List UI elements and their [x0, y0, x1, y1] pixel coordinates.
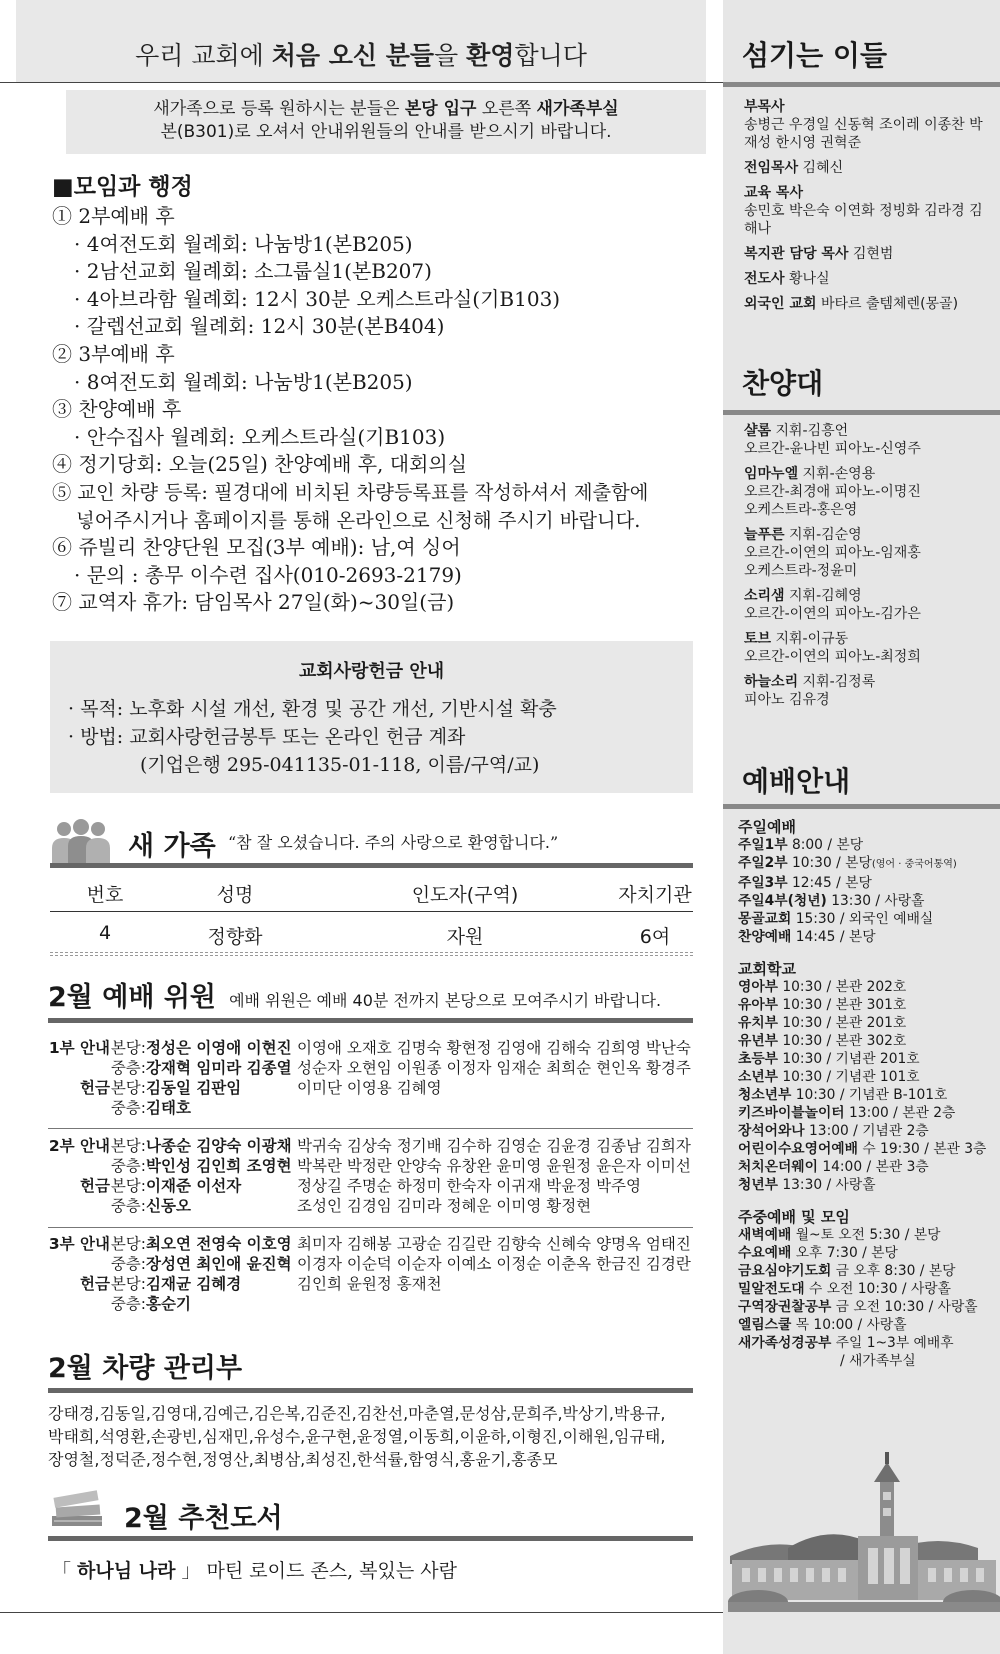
col-group: 자치기관 [618, 884, 692, 906]
section-bar [48, 1018, 693, 1023]
offering-method: · 방법: 교회사랑헌금봉투 또는 온라인 헌금 계좌 [68, 726, 466, 748]
service2-members [48, 1136, 693, 1216]
schedule-item: 수요예배 오후 7:30 / 본당 [738, 1245, 898, 1261]
schedule-item: 장석어와나 13:00 / 기념관 2층 [738, 1123, 929, 1139]
meeting-line: · 4여전도회 월례회: 나눔방1(본B205) [74, 231, 413, 256]
meeting-line: · 문의 : 총무 이수련 집사(010-2693-2179) [74, 562, 462, 587]
member-row: 헌금본당:김동일 김판임 이미단 이영용 김혜영 [80, 1079, 442, 1097]
worship-members-header [48, 975, 693, 1014]
welcome-note: 새가족으로 등록 원하시는 분들은 본당 입구 오른쪽 새가족부실 본(B301)로 오셔서 안내위원들의 안내를 받으시기 바랍니다. [66, 90, 706, 154]
offering-account: (기업은행 295-041135-01-118, 이름/구역/교) [140, 754, 540, 776]
car-line: 장영철,정덕준,정수현,정영산,최병삼,최성진,한석률,함영식,홍윤기,홍종모 [48, 1450, 558, 1469]
people-icon [50, 818, 112, 864]
member-row: 중층:장성연 최인애 윤진혁 이경자 이순덕 이순자 이예소 이정순 이춘옥 한금진 김경란 [110, 1255, 691, 1273]
server-item: 전도사 황나실 [744, 271, 830, 287]
schedule-item: 주일4부(청년) 13:30 / 사랑홀 [738, 893, 925, 909]
col-guide: 인도자(구역) [411, 884, 519, 906]
member-row: 중층:박인성 김인희 조영현 박복란 박정란 안양숙 유창완 윤미영 윤원정 윤은자 이미선 [110, 1157, 691, 1175]
member-row: 중층:김태호 [110, 1099, 191, 1117]
schedule-item-continued: / 새가족부실 [840, 1353, 916, 1369]
section-bar [723, 82, 1000, 87]
schedule-item: 엘림스쿨 목 10:00 / 사랑홀 [738, 1317, 907, 1333]
offering-box [50, 641, 693, 793]
choir-list [744, 422, 994, 716]
meeting-line: · 4아브라함 월례회: 12시 30분 오케스트라실(기B103) [74, 286, 561, 311]
server-item: 복지관 담당 목사 김현범 [744, 246, 894, 262]
new-family-header [50, 816, 693, 866]
schedule-item: 몽골교회 15:30 / 외국인 예배실 [738, 911, 934, 927]
meeting-line: ④ 정기당회: 오늘(25일) 찬양예배 후, 대회의실 [52, 452, 468, 477]
meeting-line: · 2남선교회 월례회: 소그룹실1(본B207) [74, 259, 432, 284]
col-name: 성명 [216, 884, 254, 906]
schedule-item: 유아부 10:30 / 본관 301호 [738, 997, 907, 1013]
table-header [50, 870, 693, 912]
books-title: 2월 추천도서 [124, 1503, 283, 1534]
offering-title: 교회사랑헌금 안내 [298, 661, 445, 682]
car-line: 박태희,석영환,손광빈,심재민,유성수,윤구현,윤정열,이동희,이윤하,이형진,이해원,임규태, [48, 1427, 666, 1446]
schedule-item: 새가족성경공부 주일 1~3부 예배후 [738, 1335, 954, 1351]
schedule-item: 유치부 10:30 / 본관 201호 [738, 1015, 907, 1031]
car-line: 강태경,김동일,김영대,김예근,김은복,김준진,김찬선,마춘열,문성삼,문희주,박상기,박용규, [48, 1404, 666, 1423]
section-bar [50, 863, 693, 868]
offering-purpose: · 목적: 노후화 시설 개선, 환경 및 공간 개선, 기반시설 확충 [68, 698, 557, 720]
school-title: 교회학교 [738, 960, 796, 978]
welcome-title: 우리 교회에 처음 오신 분들을 환영합니다 [135, 41, 587, 70]
member-row: 중층:홍순기 [110, 1295, 191, 1313]
sunday-title: 주일예배 [738, 818, 796, 836]
schedule-item: 처치온더웨이 14:00 / 본관 3층 [738, 1159, 929, 1175]
church-building-illustration [728, 1452, 1000, 1612]
cell-name: 정향화 [207, 926, 263, 948]
member-row: 중층:신동오 조성인 김경임 김미라 정혜운 이미영 황정현 [110, 1197, 592, 1215]
server-item: 외국인 교회 바타르 출템체렌(몽골) [744, 296, 959, 312]
car-title: 2월 차량 관리부 [48, 1353, 243, 1384]
new-family-table [50, 870, 693, 956]
section-bar [723, 804, 1000, 809]
schedule-item: 초등부 10:30 / 기념관 201호 [738, 1051, 920, 1067]
meetings-title: ■모임과 행정 [52, 174, 193, 200]
col-number: 번호 [86, 884, 124, 906]
member-row: 헌금본당:이재준 이선자 정상길 주명순 하정미 한숙자 이귀재 박윤정 박주영 [80, 1177, 641, 1195]
schedule-item: 청소년부 10:30 / 기념관 B-101호 [738, 1087, 948, 1103]
meeting-line: ⑥ 쥬빌리 찬양단원 모집(3부 예배): 남,여 싱어 [52, 535, 461, 560]
meetings-section [52, 168, 702, 617]
new-family-quote: “참 잘 오셨습니다. 주의 사랑으로 환영합니다.” [228, 833, 559, 852]
schedule-title: 예배안내 [742, 765, 851, 798]
car-names [48, 1402, 693, 1471]
service1-members [48, 1038, 693, 1118]
server-item: 교육 목사 송민호 박은숙 이연화 정빙화 김라경 김해나 [744, 185, 983, 237]
schedule-item: 새벽예배 월~토 오전 5:30 / 본당 [738, 1227, 941, 1243]
books-icon [48, 1488, 108, 1530]
schedule-item: 소년부 10:30 / 기념관 101호 [738, 1069, 920, 1085]
meeting-line: ① 2부예배 후 [52, 204, 175, 228]
schedule-item: 영아부 10:30 / 본관 202호 [738, 979, 907, 995]
section-bar [48, 1536, 693, 1541]
member-row: 1부 안내본당:정성은 이영애 이현진 이영애 오재호 김명숙 황현정 김영애 김해숙 김희영 박난숙 [48, 1039, 691, 1057]
member-row: 2부 안내본당:나종순 김양숙 이광채 박귀숙 김상숙 정기배 김수하 김영순 김윤경 김종남 김희자 [48, 1137, 691, 1155]
worship-members-note: 예배 위원은 예배 40분 전까지 본당으로 모여주시기 바랍니다. [229, 991, 662, 1010]
cell-group: 6여 [639, 926, 671, 948]
member-row: 중층:강재혁 임미라 김종열 성순자 오현임 이원종 이정자 임재순 최희순 현인옥 황경주 [110, 1059, 691, 1077]
choir-item: 임마누엘 지휘-손영용 오르간-최경애 피아노-이명진 오케스트라-홍은영 [744, 466, 921, 518]
member-row: 헌금본당:김재균 김혜경 김인희 윤원정 홍재천 [80, 1275, 442, 1293]
cell-number: 4 [98, 922, 112, 944]
meeting-line: · 8여전도회 월례회: 나눔방1(본B205) [74, 369, 413, 394]
meeting-line: ⑤ 교인 차량 등록: 필경대에 비치된 차량등록표를 작성하셔서 제출함에 [52, 480, 649, 504]
table-row [50, 912, 693, 956]
schedule-item: 키즈바이블놀이터 13:00 / 본관 2층 [738, 1105, 956, 1121]
member-row: 3부 안내본당:최오연 전영숙 이호영 최미자 김해봉 고광순 김길란 김향숙 신혜숙 양명옥 엄태진 [48, 1235, 691, 1253]
worship-members-title: 2월 예배 위원 [48, 982, 216, 1013]
meeting-line: ⑦ 교역자 휴가: 담임목사 27일(화)~30일(금) [52, 590, 455, 615]
divider [48, 1227, 693, 1228]
schedule-item: 금요심야기도회 금 오후 8:30 / 본당 [738, 1263, 956, 1279]
choir-item: 소리샘 지휘-김혜영 오르간-이연의 피아노-김가은 [744, 588, 921, 622]
servers-title: 섬기는 이들 [742, 39, 887, 72]
schedule-list [738, 818, 998, 1370]
new-family-title: 새 가족 [128, 831, 216, 862]
schedule-item: 어린이수요영어예배 수 19:30 / 본관 3층 [738, 1141, 987, 1157]
choir-title: 찬양대 [742, 367, 824, 400]
service3-members [48, 1234, 693, 1314]
meeting-line: 넣어주시거나 홈페이지를 통해 온라인으로 신청해 주시기 바랍니다. [76, 508, 641, 532]
cell-guide: 자원 [446, 926, 484, 948]
server-item: 전임목사 김혜신 [744, 160, 844, 176]
schedule-item: 구역장권찰공부 금 오전 10:30 / 사랑홀 [738, 1299, 978, 1315]
schedule-item: 주일1부 8:00 / 본당 [738, 837, 864, 853]
choir-item: 늘푸른 지휘-김순영 오르간-이연의 피아노-임재홍 오케스트라-정윤미 [744, 527, 921, 579]
schedule-item: 주일2부 10:30 / 본당(영어 · 중국어통역) [738, 855, 957, 871]
section-bar [48, 1388, 693, 1393]
book-recommendation: 「 하나님 나라 」 마틴 로이드 존스, 복있는 사람 [52, 1560, 457, 1582]
meeting-line: · 안수집사 월례회: 오케스트라실(기B103) [74, 424, 446, 449]
schedule-item: 밀알전도대 수 오전 10:30 / 사랑홀 [738, 1281, 951, 1297]
choir-item: 샬롬 지휘-김흥언 오르간-윤나빈 피아노-신영주 [744, 423, 921, 457]
servers-list [744, 98, 994, 320]
weekday-title: 주중예배 및 모임 [738, 1208, 850, 1226]
divider [48, 1128, 693, 1129]
meeting-line: · 갈렙선교회 월례회: 12시 30분(본B404) [74, 314, 445, 339]
schedule-item: 유년부 10:30 / 본관 302호 [738, 1033, 907, 1049]
meeting-line: ② 3부예배 후 [52, 341, 175, 366]
table-bottom-line [50, 952, 693, 953]
section-bar [723, 410, 1000, 415]
choir-item: 하늘소리 지휘-김정록 피아노 김유경 [744, 674, 876, 708]
choir-item: 토브 지휘-이규동 오르간-이연의 피아노-최정희 [744, 631, 921, 665]
meeting-line: ③ 찬양예배 후 [52, 397, 182, 422]
schedule-item: 청년부 13:30 / 사랑홀 [738, 1177, 876, 1193]
schedule-item: 찬양예배 14:45 / 본당 [738, 929, 876, 945]
schedule-item: 주일3부 12:45 / 본당 [738, 875, 872, 891]
server-item: 부목사 송병근 우경일 신동혁 조이레 이종찬 박재성 한시영 권혁준 [744, 99, 983, 151]
